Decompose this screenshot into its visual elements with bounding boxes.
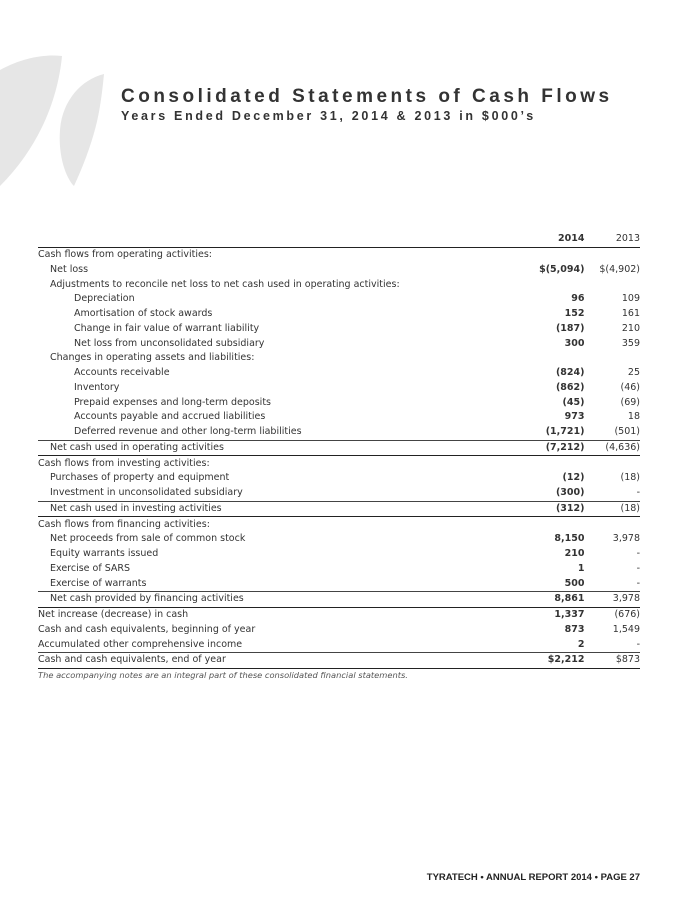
value-2014: 1 <box>577 562 585 574</box>
value-2013: 161 <box>621 308 640 320</box>
value-2014: (12) <box>562 472 585 484</box>
column-header-2013: 2013 <box>584 232 640 247</box>
value-2014: 2 <box>577 638 585 650</box>
value-2014: 300 <box>564 337 585 349</box>
value-2013 <box>584 247 640 262</box>
row-label: Investment in unconsolidated subsidiary <box>50 487 243 499</box>
column-header-2014: 2014 <box>496 232 585 247</box>
row-label: Net cash used in operating activities <box>38 440 496 456</box>
value-2013: (69) <box>620 396 640 408</box>
value-2014: 8,150 <box>554 533 585 545</box>
value-2014: (824) <box>555 367 585 379</box>
value-2014: $(5,094) <box>539 263 585 275</box>
row-label: Net proceeds from sale of common stock <box>50 533 246 545</box>
row-label: Net cash used in investing activities <box>38 501 496 517</box>
value-2014 <box>496 351 585 366</box>
table-row <box>38 247 640 262</box>
row-label: Cash flows from financing activities: <box>38 518 210 530</box>
row-label: Inventory <box>74 381 120 393</box>
value-2014 <box>496 456 585 471</box>
leaf-left-shape <box>0 56 62 186</box>
value-2013: 359 <box>621 337 640 349</box>
table-row <box>38 547 640 562</box>
value-2014: (7,212) <box>496 440 585 456</box>
value-2014: (45) <box>562 396 585 408</box>
table-row <box>38 623 640 638</box>
row-label: Net increase (decrease) in cash <box>38 609 189 621</box>
column-header-label <box>38 232 496 247</box>
leaf-right-shape <box>60 74 104 186</box>
value-2014: 1,337 <box>554 609 585 621</box>
table-row <box>38 307 640 322</box>
value-2013: (501) <box>614 426 640 438</box>
value-2014 <box>496 277 585 292</box>
table-row <box>38 292 640 307</box>
row-label: Accumulated other comprehensive income <box>38 638 243 650</box>
value-2013: - <box>636 577 640 589</box>
row-label: Cash and cash equivalents, beginning of year <box>38 623 256 635</box>
table-row <box>38 562 640 577</box>
value-2013 <box>584 456 640 471</box>
row-label: Cash flows from operating activities: <box>38 249 212 261</box>
value-2013 <box>584 517 640 532</box>
subtotal-row <box>38 592 640 608</box>
subtotal-row <box>38 501 640 517</box>
subtotal-row <box>38 440 640 456</box>
value-2013: (18) <box>620 472 640 484</box>
value-2014: $2,212 <box>496 653 585 669</box>
page-footer: TYRATECH • ANNUAL REPORT 2014 • PAGE 27 <box>426 872 640 883</box>
row-label: Depreciation <box>74 293 135 305</box>
value-2014 <box>496 247 585 262</box>
row-label: Changes in operating assets and liabilities: <box>50 352 255 364</box>
table-row <box>38 277 640 292</box>
table-row <box>38 486 640 501</box>
value-2013 <box>584 351 640 366</box>
row-label: Exercise of warrants <box>50 577 147 589</box>
table-row <box>38 410 640 425</box>
table-row <box>38 576 640 591</box>
table-row <box>38 517 640 532</box>
table-row <box>38 366 640 381</box>
table-row <box>38 425 640 440</box>
value-2013: $873 <box>584 653 640 669</box>
value-2014: 873 <box>564 623 585 635</box>
value-2013: (4,636) <box>584 440 640 456</box>
value-2013: 109 <box>621 293 640 305</box>
table-header-row <box>38 232 640 247</box>
value-2014: 96 <box>571 293 585 305</box>
row-label: Exercise of SARS <box>50 562 131 574</box>
value-2013: $(4,902) <box>599 263 640 275</box>
row-label: Adjustments to reconcile net loss to net cash used in operating activities: <box>50 278 400 290</box>
value-2013: - <box>636 562 640 574</box>
table-row <box>38 322 640 337</box>
value-2013: (18) <box>584 501 640 517</box>
table-row <box>38 263 640 278</box>
value-2013: 3,978 <box>584 592 640 608</box>
value-2013: - <box>636 638 640 650</box>
table-row <box>38 351 640 366</box>
row-label: Equity warrants issued <box>50 548 159 560</box>
value-2013: (676) <box>614 609 640 621</box>
page-subtitle: Years Ended December 31, 2014 & 2013 in $000’s <box>121 109 536 123</box>
row-label: Net loss from unconsolidated subsidiary <box>74 337 265 349</box>
value-2013: 3,978 <box>612 533 640 545</box>
value-2013: 25 <box>627 367 640 379</box>
value-2013: 210 <box>621 322 640 334</box>
row-label: Accounts payable and accrued liabilities <box>74 411 266 423</box>
row-label: Net cash provided by financing activities <box>38 592 496 608</box>
value-2013: 18 <box>627 411 640 423</box>
footnote: The accompanying notes are an integral part of these consolidated financial statements. <box>38 670 408 680</box>
value-2014: 152 <box>564 308 585 320</box>
value-2014: (187) <box>555 322 585 334</box>
table-row <box>38 471 640 486</box>
value-2014: 500 <box>564 577 585 589</box>
value-2014: 210 <box>564 548 585 560</box>
grand-total-row <box>38 653 640 669</box>
row-label: Deferred revenue and other long-term liabilities <box>74 426 302 438</box>
table-row <box>38 607 640 622</box>
value-2013 <box>584 277 640 292</box>
value-2014 <box>496 517 585 532</box>
cash-flow-table <box>38 232 640 669</box>
value-2014: 8,861 <box>496 592 585 608</box>
value-2013: - <box>636 487 640 499</box>
row-label: Amortisation of stock awards <box>74 308 213 320</box>
table-row <box>38 532 640 547</box>
value-2013: - <box>636 548 640 560</box>
value-2014: 973 <box>564 411 585 423</box>
table-row <box>38 395 640 410</box>
row-label: Purchases of property and equipment <box>50 472 230 484</box>
page-title: Consolidated Statements of Cash Flows <box>121 86 613 107</box>
row-label: Net loss <box>50 263 89 275</box>
table-row <box>38 336 640 351</box>
table-row <box>38 381 640 396</box>
table-row <box>38 456 640 471</box>
value-2014: (300) <box>555 487 585 499</box>
value-2014: (1,721) <box>545 426 585 438</box>
row-label: Accounts receivable <box>74 367 170 379</box>
row-label: Change in fair value of warrant liability <box>74 322 260 334</box>
value-2014: (862) <box>555 381 585 393</box>
table-row <box>38 637 640 652</box>
leaf-decoration <box>0 0 110 200</box>
value-2013: 1,549 <box>612 623 640 635</box>
row-label: Cash and cash equivalents, end of year <box>38 653 496 669</box>
row-label: Cash flows from investing activities: <box>38 457 210 469</box>
value-2013: (46) <box>620 381 640 393</box>
value-2014: (312) <box>496 501 585 517</box>
row-label: Prepaid expenses and long-term deposits <box>74 396 271 408</box>
